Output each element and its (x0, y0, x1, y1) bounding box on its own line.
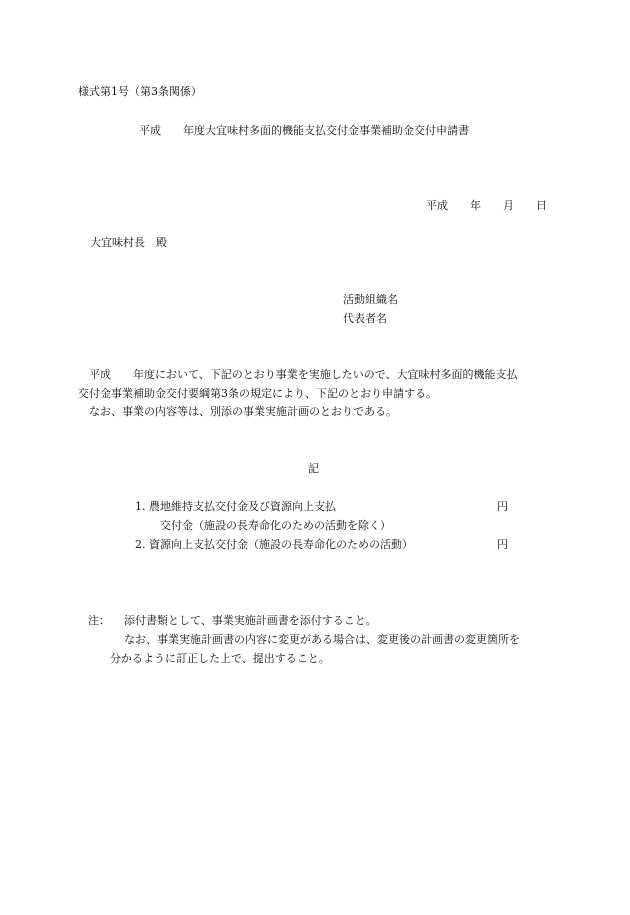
item-1-unit: 円 (497, 500, 508, 513)
item-1-continuation: 交付金（施設の長寿命化のための活動を除く） (160, 519, 391, 532)
item-2: 2. 資源向上支払交付金（施設の長寿命化のための活動） (135, 538, 413, 551)
org-name-label: 活動組織名 (343, 293, 398, 306)
note-line-2: なお、事業実施計画書の内容に変更がある場合は、変更後の計画書の変更箇所を (124, 633, 520, 646)
date-month: 月 (503, 199, 514, 212)
title-text: 年度大宜味村多面的機能支払交付金事業補助金交付申請書 (183, 124, 469, 137)
representative-label: 代表者名 (343, 312, 387, 325)
note-line-1: 添付書類として、事業実施計画書を添付すること。 (124, 614, 377, 627)
body-line-1 (78, 369, 558, 380)
body-era: 平成 (89, 368, 111, 381)
note-label: 注： (88, 614, 110, 627)
date-day: 日 (536, 199, 547, 212)
title-era: 平成 (139, 124, 161, 137)
body-line-3 (78, 406, 558, 417)
form-number: 様式第1号（第3条関係） (78, 85, 202, 98)
document-title (139, 125, 469, 136)
addressee: 大宜味村長 殿 (90, 236, 167, 249)
item-1: 1. 農地維持支払交付金及び資源向上支払 (135, 500, 336, 513)
item-2-unit: 円 (497, 538, 508, 551)
body-line-3-text: なお、事業の内容等は、別添の事業実施計画のとおりである。 (89, 405, 397, 418)
body-line-2: 交付金事業補助金交付要綱第3条の規定により、下記のとおり申請する。 (78, 387, 437, 400)
date-line (426, 200, 547, 211)
note-line-3: 分かるように訂正した上で、提出すること。 (110, 652, 330, 665)
body-line-1-text: 年度において、下記のとおり事業を実施したいので、大宜味村多面的機能支払 (133, 368, 518, 381)
date-era: 平成 (426, 199, 448, 212)
ki-heading: 記 (308, 462, 319, 475)
date-year: 年 (470, 199, 481, 212)
